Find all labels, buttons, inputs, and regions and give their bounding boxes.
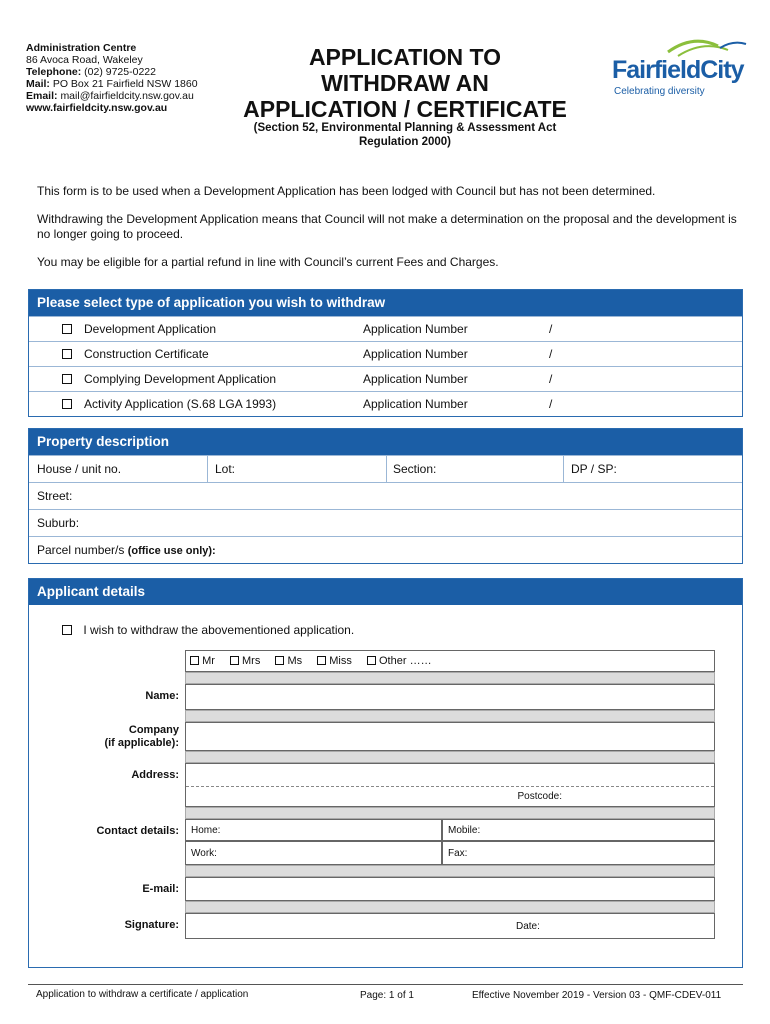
intro-paragraph-2: Withdrawing the Development Application means that Council will not make a determination on the proposal and the development is no longer going to proceed. (37, 212, 737, 241)
mrs-checkbox[interactable] (230, 656, 239, 665)
telephone-label: Telephone: (26, 66, 82, 78)
home-phone-input[interactable] (185, 819, 442, 841)
mail-value: PO Box 21 Fairfield NSW 1860 (52, 78, 198, 90)
office-address: 86 Avoca Road, Wakeley (26, 54, 143, 66)
office-name: Administration Centre (26, 42, 137, 54)
activity-checkbox[interactable] (62, 399, 72, 409)
title-ms: Ms (287, 655, 303, 667)
section-field[interactable]: Section: (393, 462, 437, 476)
ms-checkbox[interactable] (275, 656, 284, 665)
contact-details-label: Contact details: (96, 825, 179, 837)
application-number-slash[interactable]: / (549, 347, 553, 361)
title-miss: Miss (329, 655, 352, 667)
logo-text: FairfieldCity (612, 56, 744, 84)
applicant-heading: Applicant details (29, 579, 742, 605)
company-label (39, 724, 179, 750)
construction-checkbox[interactable] (62, 349, 72, 359)
property-section (28, 428, 743, 564)
type-row-development (29, 316, 742, 341)
title-line-2: WITHDRAW AN (321, 70, 489, 96)
property-heading: Property description (29, 429, 742, 455)
intro-paragraph-1: This form is to be used when a Development Application has been lodged with Council but has not been determined. (37, 184, 656, 198)
work-label: Work: (191, 848, 217, 859)
type-row-complying (29, 366, 742, 391)
footer-form-name: Application to withdraw a certificate / application (36, 989, 249, 1000)
work-phone-input[interactable] (185, 841, 442, 865)
suburb-label: Suburb: (37, 516, 80, 530)
footer-version: Effective November 2019 - Version 03 - QMF-CDEV-011 (472, 990, 722, 1001)
address-input[interactable] (185, 763, 715, 807)
company-input[interactable] (185, 722, 715, 751)
name-input[interactable] (185, 684, 715, 710)
withdraw-statement: I wish to withdraw the abovementioned application. (83, 623, 355, 637)
withdraw-checkbox[interactable] (62, 625, 72, 635)
signature-label: Signature: (124, 919, 179, 931)
website-link[interactable]: www.fairfieldcity.nsw.gov.au (26, 102, 168, 114)
telephone-value: (02) 9725-0222 (84, 66, 156, 78)
fax-input[interactable] (442, 841, 715, 865)
application-number-label: Application Number (363, 372, 468, 386)
mobile-input[interactable] (442, 819, 715, 841)
property-row-suburb[interactable] (29, 509, 742, 536)
signature-input[interactable] (185, 913, 715, 939)
email-label: Email: (26, 90, 58, 102)
dp-sp-field[interactable]: DP / SP: (571, 462, 617, 476)
subtitle-line-2: Regulation 2000) (358, 136, 452, 148)
property-row-house (29, 455, 742, 482)
application-number-label: Application Number (363, 397, 468, 411)
application-type-section (28, 289, 743, 417)
application-number-label: Application Number (363, 322, 468, 336)
page-title (230, 44, 580, 122)
subtitle-line-1: (Section 52, Environmental Planning & Assessment Act (253, 122, 557, 134)
type-label: Complying Development Application (84, 372, 277, 386)
application-number-label: Application Number (363, 347, 468, 361)
development-checkbox[interactable] (62, 324, 72, 334)
application-number-slash[interactable]: / (549, 322, 553, 336)
intro-paragraph-3: You may be eligible for a partial refund in line with Council’s current Fees and Charges. (37, 255, 499, 269)
applicant-section (28, 578, 743, 968)
house-field[interactable]: House / unit no. (37, 462, 122, 476)
type-label: Development Application (84, 322, 217, 336)
postcode-label: Postcode: (517, 791, 562, 802)
application-number-slash[interactable]: / (549, 372, 553, 386)
property-row-street[interactable] (29, 482, 742, 509)
type-row-activity (29, 391, 742, 416)
lot-field[interactable]: Lot: (215, 462, 236, 476)
title-line-1: APPLICATION TO (308, 44, 502, 70)
fax-label: Fax: (448, 848, 468, 859)
type-label: Activity Application (S.68 LGA 1993) (84, 397, 277, 411)
title-mr: Mr (202, 655, 215, 667)
parcel-note: (office use only): (127, 545, 216, 557)
property-row-parcel[interactable] (29, 536, 742, 563)
fairfield-logo (608, 34, 748, 104)
title-mrs: Mrs (242, 655, 261, 667)
name-label: Name: (145, 690, 179, 702)
page-subtitle (220, 121, 590, 149)
company-label-line-2: (if applicable): (104, 737, 179, 749)
contact-block (26, 42, 198, 114)
complying-checkbox[interactable] (62, 374, 72, 384)
mail-label: Mail: (26, 78, 50, 90)
footer-page-number: Page: 1 of 1 (360, 990, 414, 1001)
title-other: Other …… (379, 655, 432, 667)
title-options (185, 650, 715, 672)
logo-tagline: Celebrating diversity (614, 86, 705, 97)
other-checkbox[interactable] (367, 656, 376, 665)
mr-checkbox[interactable] (190, 656, 199, 665)
address-label: Address: (131, 769, 179, 781)
email-value[interactable]: mail@fairfieldcity.nsw.gov.au (60, 90, 194, 102)
parcel-label: Parcel number/s (37, 543, 125, 557)
company-label-line-1: Company (128, 724, 179, 736)
street-label: Street: (37, 489, 73, 503)
application-type-heading: Please select type of application you wish to withdraw (29, 290, 742, 316)
title-line-3: APPLICATION / CERTIFICATE (243, 96, 567, 122)
page-footer (28, 984, 743, 1001)
type-label: Construction Certificate (84, 347, 209, 361)
type-row-construction (29, 341, 742, 366)
email-field-label: E-mail: (142, 883, 179, 895)
home-label: Home: (191, 825, 221, 836)
email-input[interactable] (185, 877, 715, 901)
miss-checkbox[interactable] (317, 656, 326, 665)
mobile-label: Mobile: (448, 825, 481, 836)
application-number-slash[interactable]: / (549, 397, 553, 411)
date-label: Date: (516, 921, 540, 932)
